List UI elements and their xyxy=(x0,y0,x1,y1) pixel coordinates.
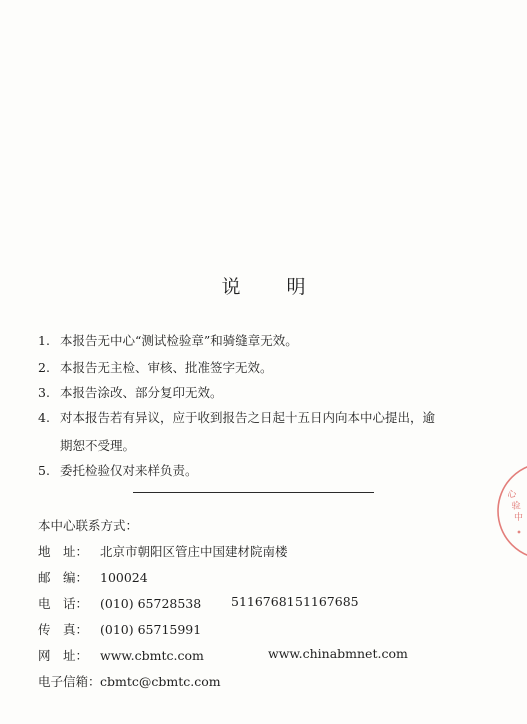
notice-item-1 xyxy=(38,333,298,349)
contact-phone-row xyxy=(38,594,478,612)
email-label: 电子信箱： xyxy=(38,674,101,689)
web-value-2: www.chinabmnet.com xyxy=(268,646,408,661)
title-char-1: 说 xyxy=(221,276,241,298)
contact-web-row xyxy=(38,646,478,664)
phone-label: 电 话： xyxy=(38,596,89,611)
notice-number: 5. xyxy=(38,463,50,478)
notice-text: 本报告无主检、审核、批准签字无效。 xyxy=(60,360,273,375)
contact-postcode-row xyxy=(38,568,148,586)
address-label: 地 址： xyxy=(38,544,89,559)
phone-value-1: (010) 65728538 xyxy=(100,596,202,611)
notice-item-3 xyxy=(38,385,223,401)
divider-line xyxy=(133,492,374,493)
fax-value: (010) 65715991 xyxy=(100,622,202,637)
fax-label: 传 真： xyxy=(38,622,89,637)
svg-text:中: 中 xyxy=(514,513,524,523)
notice-item-2 xyxy=(38,360,273,376)
page-title xyxy=(0,272,527,299)
notice-item-5 xyxy=(38,463,198,479)
notice-item-4-continuation: 期恕不受理。 xyxy=(60,438,136,453)
phone-value-3: 51167685 xyxy=(295,594,359,609)
notice-text: 委托检验仅对来样负责。 xyxy=(60,463,198,478)
notice-number: 1. xyxy=(38,333,50,348)
web-value-1: www.cbmtc.com xyxy=(100,648,204,663)
contact-heading: 本中心联系方式： xyxy=(38,518,139,533)
contact-email-row xyxy=(38,672,221,690)
postcode-label: 邮 编： xyxy=(38,570,89,585)
notice-number: 4. xyxy=(38,410,50,425)
title-char-2: 明 xyxy=(286,276,306,298)
svg-text:验: 验 xyxy=(511,501,522,512)
red-seal-stamp xyxy=(494,456,527,566)
notice-text: 本报告涂改、部分复印无效。 xyxy=(60,385,223,400)
web-label: 网 址： xyxy=(38,648,89,663)
phone-value-2: 51167681 xyxy=(231,594,295,609)
notice-number: 2. xyxy=(38,360,50,375)
postcode-value: 100024 xyxy=(100,570,148,585)
email-value: cbmtc@cbmtc.com xyxy=(100,674,221,689)
notice-item-4 xyxy=(38,410,435,426)
notice-text: 对本报告若有异议，应于收到报告之日起十五日内向本中心提出，逾 xyxy=(60,410,436,425)
notice-text: 本报告无中心“测试检验章”和骑缝章无效。 xyxy=(60,333,298,348)
address-value: 北京市朝阳区管庄中国建材院南楼 xyxy=(100,544,288,559)
contact-address-row xyxy=(38,542,288,560)
notice-number: 3. xyxy=(38,385,50,400)
svg-text:心: 心 xyxy=(506,489,518,501)
contact-fax-row xyxy=(38,620,201,638)
